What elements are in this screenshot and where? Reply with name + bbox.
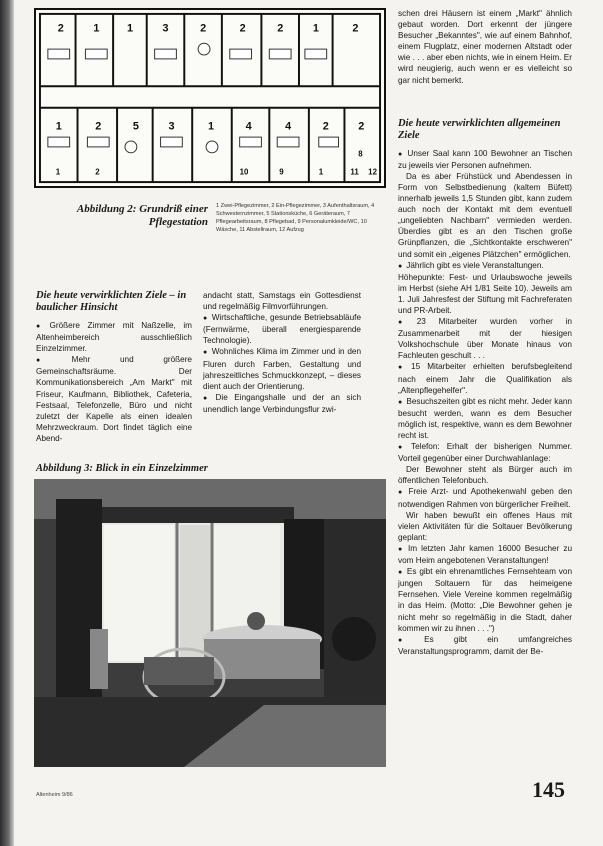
plan-label: 2 xyxy=(200,22,207,35)
list-item: ● Es gibt ein umfangreiches Veranstaltungsprogramm, damit der Be- xyxy=(398,634,572,657)
floor-plan-drawing xyxy=(36,10,384,186)
figure-2-legend: 1 Zwei-Pflegezimmer, 2 Ein-Pflegezimmer, 3 Aufenthaltsraum, 4 Schwesternzimmer, 5 Stationsküche, 6 Geräteraum, 7 Pflegearbeitsraum, 8 Pflegebad, 9 Personalumkleide/WC, 10 Wäsche, 11 Abstellraum, 12 Aufzug xyxy=(216,203,375,233)
plan-label: 2 xyxy=(57,22,64,35)
list-item: ● Mehr und größere Gemeinschaftsräume. Der Kommunikationsbereich „Am Markt" mit Friseur, Kaufmann, Bibliothek, Cafeteria, Festsaal, Telefonzelle, Büro und nicht zuletzt der Kapelle als einen idealen Mehrzweckraum. Dort findet täglich eine Abend- xyxy=(36,354,192,444)
plan-label: 1 xyxy=(318,167,324,177)
list-item: ● 23 Mitarbeiter wurden vorher in Zusammenarbeit mit der hiesigen Volkshochschule über Monate hinaus von Fachleuten geschult . . . xyxy=(398,316,572,361)
right-body xyxy=(398,148,572,657)
middle-body xyxy=(203,290,361,415)
room-photo-image xyxy=(34,479,386,767)
plan-label: 11 xyxy=(350,167,359,177)
list-item: ● Im letzten Jahr kamen 16000 Besucher zu vom Heim angebotenen Veranstaltungen! xyxy=(398,543,572,566)
plan-label: 2 xyxy=(322,120,329,133)
plan-label: 4 xyxy=(285,120,292,133)
middle-column xyxy=(203,290,361,415)
plan-label: 3 xyxy=(162,22,169,35)
figure-3-caption: Abbildung 3: Blick in ein Einzelzimmer xyxy=(36,463,208,474)
plan-label: 2 xyxy=(239,22,246,35)
plan-label: 2 xyxy=(95,120,102,133)
footer-issue: Altenheim 9/86 xyxy=(36,792,73,798)
left-column xyxy=(36,290,192,444)
list-item: ● Es gibt ein ehrenamtliches Fernsehteam von jungen Soltauern für das heimeigene Fernsehen. Viele Vereine kommen regelmäßig in das Heim. (Motto: „Die Bewohner gehen je nicht mehr so regelmäßig in die Stadt, daher kommen wir zu ihnen . . .") xyxy=(398,566,572,634)
plan-label: 1 xyxy=(208,120,215,133)
list-item: ● Die Eingangshalle und der an sich unendlich lange Verbindungsflur zwi- xyxy=(203,392,361,415)
paragraph: Höhepunkte: Fest- und Urlaubswoche jeweils im Herbst (siehe AH 1/81 Seite 10). Jeweils am 1. Juli Jahresfest der Stiftung mit Fachreferaten und PR-Arbeit. xyxy=(398,272,572,315)
list-item: ● Wirtschaftliche, gesunde Betriebsabläufe (Fernwärme, überall energiesparende Technologie). xyxy=(203,312,361,346)
list-item: ● Jährlich gibt es viele Veranstaltungen. xyxy=(398,260,572,272)
plan-label: 1 xyxy=(126,22,134,35)
plan-label: 9 xyxy=(279,167,284,177)
floor-plan-figure xyxy=(34,8,386,188)
section-heading: Die heute verwirklichten Ziele – in baulicher Hinsicht xyxy=(36,290,187,313)
plan-label: 10 xyxy=(239,167,249,177)
plan-label: 2 xyxy=(277,22,284,35)
paragraph: Der Bewohner steht als Bürger auch im öffentlichen Telefonbuch. xyxy=(398,465,572,486)
section-heading: Die heute verwirklichten allgemeinen Ziele xyxy=(398,117,561,141)
plan-label: 12 xyxy=(368,167,377,177)
plan-label: 2 xyxy=(352,22,359,35)
plan-label: 4 xyxy=(245,120,252,133)
right-column xyxy=(398,8,572,657)
plan-label: 2 xyxy=(95,167,100,177)
left-body xyxy=(36,320,192,444)
paragraph: schen drei Häusern ist einem „Markt" ähnlich gebaut worden. Dort erkennt der jüngere Besucher „Bekanntes", wie auf einem Bahnhof, einem Flugplatz, einer modernen Altstadt oder wie . . . aber eben nichts, wie in einem Heim. Er wird neugierig, auch wenn er es vielleicht so gar nicht bemerkt. xyxy=(398,9,572,85)
plan-label: 1 xyxy=(312,22,319,35)
paragraph: Wir haben bewußt ein offenes Haus mit vielen Aktivitäten für die Soltauer Bevölkerung geplant: xyxy=(398,510,572,542)
list-item: ● Freie Arzt- und Apothekenwahl geben den notwendigen Rahmen von bürgerlicher Freiheit. xyxy=(398,486,572,509)
list-item: ● Wohnliches Klima im Zimmer und in den Fluren durch Farben, Gestaltung und jahreszeitliches Schmuckkonzept, – dieses dient auch der Orientierung. xyxy=(203,346,361,391)
list-item: ● Telefon: Erhalt der bisherigen Nummer. Vorteil gegenüber einer Durchwahlanlage: xyxy=(398,441,572,464)
figure-2-caption: Abbildung 2: Grundriß einer Pflegestation xyxy=(76,203,208,228)
right-body-top xyxy=(398,8,572,86)
list-item: ● Unser Saal kann 100 Bewohner an Tischen zu jeweils vier Personen aufnehmen. xyxy=(398,148,572,171)
plan-label: 1 xyxy=(93,22,100,35)
paragraph: andacht statt, Samstags ein Gottesdienst und regelmäßig Filmvorführungen. xyxy=(203,291,361,312)
plan-label: 2 xyxy=(358,120,365,133)
plan-label: 3 xyxy=(168,120,175,133)
plan-label: 1 xyxy=(55,167,61,177)
plan-label: 5 xyxy=(132,120,139,133)
plan-label: 1 xyxy=(55,120,62,133)
list-item: ● Besuchszeiten gibt es nicht mehr. Jeder kann besucht werden, wann es dem Besucher möglich ist, respektive, wann es dem Bewohner recht ist. xyxy=(398,396,572,441)
page-number: 145 xyxy=(532,777,565,802)
room-photo xyxy=(34,479,386,767)
paragraph: Da es aber Frühstück und Abendessen in Form von Selbstbedienung (kaltem Büfett) innerhalb jeweils 1,5 Stunden gibt, kann zudem auch noch der Kontakt mit dem eventuell „ungeliebten Nachbarn" vermieden werden. Überdies gibt es an den Tischen große Grünpflanzen, die „Sichtkontakte erschweren" und somit ein „eigenes Plätzchen" ermöglichen. xyxy=(398,171,572,259)
list-item: ● 15 Mitarbeiter erhielten berufsbegleitend nach einem Jahr die Qualifikation als „Altenpflegehelfer". xyxy=(398,361,572,395)
list-item: ● Größere Zimmer mit Naßzelle, im Altenheimbereich ausschließlich Einzelzimmer. xyxy=(36,320,192,354)
plan-label: 8 xyxy=(358,149,363,159)
